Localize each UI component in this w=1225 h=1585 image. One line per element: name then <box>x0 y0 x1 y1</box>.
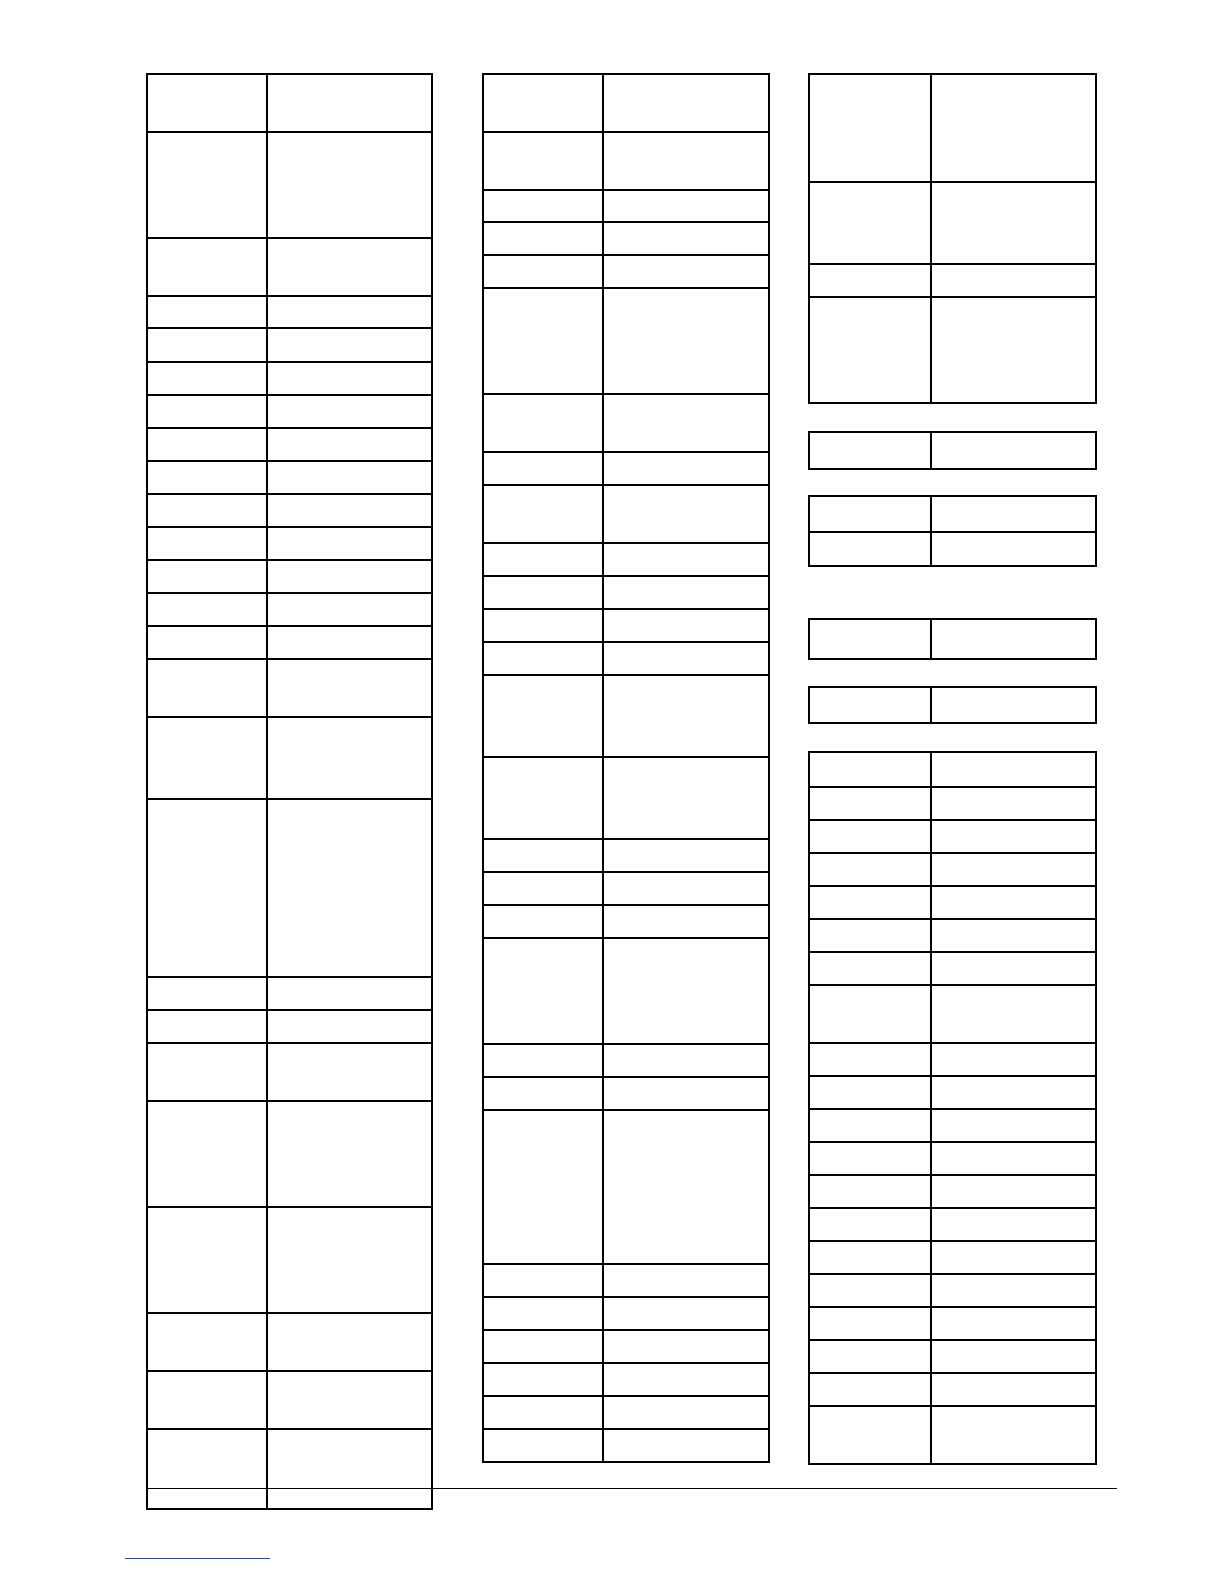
table-row <box>148 1009 431 1042</box>
table-cell-label <box>148 800 268 976</box>
table-cell-label <box>810 986 932 1042</box>
table-row <box>484 189 768 221</box>
table-row <box>484 1362 768 1395</box>
table-cell-value <box>932 533 1095 565</box>
table-cell-label <box>148 594 268 625</box>
table-cell-value <box>604 643 768 674</box>
table-cell-value <box>268 1208 431 1312</box>
table-row <box>810 620 1095 658</box>
table-cell-value <box>604 610 768 641</box>
table-column-3b <box>808 431 1097 470</box>
table-cell-value <box>604 1078 768 1109</box>
table-row <box>484 641 768 674</box>
table-column-1 <box>146 73 433 1510</box>
table-cell-label <box>484 133 604 189</box>
table-cell-value <box>268 594 431 625</box>
table-cell-value <box>932 183 1095 263</box>
table-row <box>148 427 431 460</box>
table-row <box>484 1296 768 1329</box>
table-cell-label <box>810 1209 932 1240</box>
table-row <box>148 327 431 361</box>
table-row <box>484 1428 768 1461</box>
table-row <box>810 918 1095 951</box>
table-cell-value <box>268 1011 431 1042</box>
table-row <box>484 756 768 838</box>
table-cell-value <box>604 289 768 393</box>
table-cell-label <box>484 1430 604 1461</box>
table-cell-label <box>148 297 268 327</box>
table-row <box>810 852 1095 885</box>
table-cell-value <box>932 1407 1095 1463</box>
table-row <box>810 819 1095 852</box>
table-cell-value <box>932 920 1095 951</box>
table-row <box>810 1240 1095 1273</box>
table-cell-label <box>810 1242 932 1273</box>
table-column-3d <box>808 618 1097 660</box>
table-cell-label <box>484 577 604 608</box>
table-cell-label <box>148 1102 268 1206</box>
table-cell-label <box>810 75 932 181</box>
table-row <box>484 904 768 937</box>
table-cell-value <box>932 1077 1095 1108</box>
table-cell-label <box>148 1208 268 1312</box>
table-row <box>484 1395 768 1428</box>
table-row <box>810 786 1095 819</box>
table-cell-value <box>932 1044 1095 1075</box>
table-cell-value <box>268 1314 431 1370</box>
table-cell-label <box>484 676 604 756</box>
table-cell-value <box>932 788 1095 819</box>
table-cell-value <box>268 363 431 394</box>
table-cell-value <box>604 1298 768 1329</box>
table-row <box>484 287 768 393</box>
table-cell-label <box>484 223 604 254</box>
table-row <box>484 838 768 871</box>
table-cell-label <box>148 978 268 1009</box>
table-cell-label <box>810 1341 932 1372</box>
table-cell-value <box>604 873 768 904</box>
table-cell-value <box>268 1372 431 1428</box>
table-cell-label <box>148 396 268 427</box>
table-cell-label <box>810 753 932 786</box>
table-cell-label <box>484 1045 604 1076</box>
table-row <box>810 984 1095 1042</box>
table-cell-value <box>932 620 1095 658</box>
table-cell-label <box>810 497 932 531</box>
table-cell-label <box>484 544 604 575</box>
table-row <box>810 885 1095 918</box>
table-cell-label <box>148 133 268 237</box>
table-row <box>484 1109 768 1263</box>
table-cell-label <box>810 920 932 951</box>
table-row <box>484 1076 768 1109</box>
table-cell-value <box>604 453 768 484</box>
table-cell-value <box>604 840 768 871</box>
table-cell-label <box>484 191 604 221</box>
table-row <box>810 1075 1095 1108</box>
table-cell-label <box>484 610 604 641</box>
table-cell-label <box>484 453 604 484</box>
table-cell-value <box>268 1430 431 1508</box>
table-row <box>484 393 768 451</box>
table-cell-label <box>810 854 932 885</box>
table-row <box>148 1042 431 1100</box>
table-cell-label <box>810 533 932 565</box>
table-cell-label <box>810 1275 932 1306</box>
footer-separator-rule <box>147 1488 1117 1489</box>
table-row <box>810 1042 1095 1075</box>
table-row <box>810 181 1095 263</box>
table-cell-label <box>484 486 604 542</box>
table-cell-label <box>148 75 268 131</box>
table-row <box>810 1405 1095 1463</box>
table-cell-value <box>932 1110 1095 1141</box>
table-cell-label <box>148 462 268 493</box>
table-row <box>148 559 431 592</box>
table-row <box>148 460 431 493</box>
table-cell-value <box>932 1209 1095 1240</box>
table-row <box>484 937 768 1043</box>
table-row <box>810 1372 1095 1405</box>
table-cell-value <box>604 906 768 937</box>
table-cell-value <box>268 528 431 559</box>
table-cell-label <box>810 1308 932 1339</box>
table-row <box>148 131 431 237</box>
table-row <box>484 451 768 484</box>
table-cell-label <box>148 561 268 592</box>
table-cell-label <box>810 183 932 263</box>
table-cell-value <box>268 660 431 716</box>
table-cell-value <box>604 1364 768 1395</box>
table-cell-value <box>932 887 1095 918</box>
table-row <box>148 798 431 976</box>
table-cell-value <box>268 133 431 237</box>
table-cell-label <box>148 627 268 658</box>
table-cell-value <box>268 75 431 131</box>
table-row <box>810 1141 1095 1174</box>
table-cell-label <box>810 688 932 722</box>
table-cell-label <box>484 939 604 1043</box>
table-cell-label <box>484 1265 604 1296</box>
table-cell-value <box>268 800 431 976</box>
table-row <box>810 688 1095 722</box>
table-cell-value <box>604 544 768 575</box>
table-cell-value <box>268 495 431 526</box>
table-cell-value <box>604 577 768 608</box>
table-cell-label <box>810 433 932 468</box>
table-row <box>148 1370 431 1428</box>
table-cell-label <box>148 528 268 559</box>
table-cell-label <box>484 873 604 904</box>
table-cell-value <box>932 1176 1095 1207</box>
table-row <box>148 625 431 658</box>
table-column-3f <box>808 751 1097 1465</box>
table-cell-label <box>484 289 604 393</box>
table-cell-label <box>810 1077 932 1108</box>
table-cell-label <box>148 363 268 394</box>
table-cell-label <box>810 1143 932 1174</box>
table-cell-value <box>604 75 768 131</box>
table-cell-value <box>604 395 768 451</box>
table-row <box>810 1273 1095 1306</box>
table-cell-label <box>810 265 932 296</box>
table-cell-value <box>268 297 431 327</box>
table-row <box>484 254 768 287</box>
table-cell-value <box>268 561 431 592</box>
table-cell-label <box>810 620 932 658</box>
table-column-2 <box>482 73 770 1463</box>
table-cell-label <box>148 495 268 526</box>
table-cell-label <box>484 1298 604 1329</box>
table-cell-value <box>268 978 431 1009</box>
table-row <box>810 753 1095 786</box>
table-cell-label <box>810 298 932 402</box>
table-cell-label <box>148 660 268 716</box>
table-row <box>810 497 1095 531</box>
table-row <box>484 542 768 575</box>
table-row <box>484 871 768 904</box>
table-cell-value <box>932 1275 1095 1306</box>
table-cell-label <box>484 906 604 937</box>
table-cell-value <box>932 497 1095 531</box>
table-cell-label <box>810 1044 932 1075</box>
table-cell-label <box>484 1111 604 1263</box>
table-cell-label <box>810 1176 932 1207</box>
table-cell-label <box>484 758 604 838</box>
table-cell-label <box>810 1374 932 1405</box>
table-cell-value <box>268 462 431 493</box>
table-row <box>148 592 431 625</box>
table-row <box>484 1043 768 1076</box>
table-cell-value <box>932 986 1095 1042</box>
table-cell-value <box>932 433 1095 468</box>
table-cell-label <box>810 1110 932 1141</box>
table-cell-value <box>268 429 431 460</box>
table-row <box>810 531 1095 565</box>
table-column-3e <box>808 686 1097 724</box>
table-cell-label <box>148 1430 268 1508</box>
table-cell-label <box>484 1078 604 1109</box>
table-cell-label <box>484 256 604 287</box>
table-row <box>810 296 1095 402</box>
table-cell-value <box>604 1111 768 1263</box>
table-cell-value <box>268 1044 431 1100</box>
table-row <box>148 295 431 327</box>
table-cell-value <box>932 688 1095 722</box>
table-row <box>484 1329 768 1362</box>
table-row <box>148 976 431 1009</box>
table-cell-label <box>484 1397 604 1428</box>
table-cell-value <box>604 1045 768 1076</box>
table-cell-value <box>604 256 768 287</box>
table-row <box>484 575 768 608</box>
table-cell-value <box>604 223 768 254</box>
table-cell-value <box>604 1397 768 1428</box>
table-cell-label <box>484 1364 604 1395</box>
table-row <box>148 361 431 394</box>
table-cell-value <box>268 718 431 798</box>
table-row <box>148 658 431 716</box>
table-row <box>484 1263 768 1296</box>
table-cell-value <box>604 1430 768 1461</box>
table-row <box>810 263 1095 296</box>
table-row <box>810 433 1095 468</box>
table-cell-label <box>810 953 932 984</box>
table-cell-label <box>148 1044 268 1100</box>
table-row <box>484 674 768 756</box>
table-row <box>810 75 1095 181</box>
table-cell-label <box>148 718 268 798</box>
table-row <box>810 951 1095 984</box>
footnote-link-rule <box>125 1558 270 1559</box>
table-row <box>484 484 768 542</box>
table-cell-value <box>604 1331 768 1362</box>
table-cell-label <box>484 395 604 451</box>
table-row <box>148 75 431 131</box>
table-cell-value <box>604 1265 768 1296</box>
table-cell-label <box>148 329 268 361</box>
table-cell-label <box>810 788 932 819</box>
table-cell-label <box>148 429 268 460</box>
table-column-3a <box>808 73 1097 404</box>
table-cell-label <box>810 887 932 918</box>
table-cell-value <box>932 1341 1095 1372</box>
table-row <box>810 1306 1095 1339</box>
table-cell-label <box>484 840 604 871</box>
table-row <box>810 1108 1095 1141</box>
table-cell-value <box>932 1374 1095 1405</box>
table-cell-value <box>932 854 1095 885</box>
table-cell-value <box>604 939 768 1043</box>
table-row <box>148 526 431 559</box>
table-row <box>148 493 431 526</box>
table-row <box>484 608 768 641</box>
table-cell-value <box>932 821 1095 852</box>
table-cell-value <box>932 265 1095 296</box>
table-row <box>148 237 431 295</box>
table-row <box>484 221 768 254</box>
table-row <box>148 1206 431 1312</box>
table-row <box>810 1339 1095 1372</box>
table-cell-value <box>932 953 1095 984</box>
table-cell-value <box>268 329 431 361</box>
table-cell-value <box>268 396 431 427</box>
table-row <box>148 1312 431 1370</box>
table-cell-value <box>932 753 1095 786</box>
table-cell-value <box>604 758 768 838</box>
table-cell-label <box>484 643 604 674</box>
table-cell-value <box>604 133 768 189</box>
table-row <box>484 131 768 189</box>
table-cell-value <box>932 1242 1095 1273</box>
table-row <box>810 1207 1095 1240</box>
table-cell-label <box>148 1372 268 1428</box>
table-column-3c <box>808 495 1097 567</box>
table-cell-label <box>484 75 604 131</box>
table-cell-label <box>810 821 932 852</box>
table-cell-value <box>604 486 768 542</box>
table-cell-value <box>268 1102 431 1206</box>
table-cell-value <box>932 1143 1095 1174</box>
table-row <box>148 716 431 798</box>
table-cell-label <box>148 239 268 295</box>
table-cell-label <box>148 1314 268 1370</box>
table-row <box>148 1100 431 1206</box>
table-cell-value <box>604 191 768 221</box>
table-cell-value <box>604 676 768 756</box>
table-cell-value <box>932 75 1095 181</box>
table-cell-value <box>932 298 1095 402</box>
table-cell-label <box>148 1011 268 1042</box>
table-cell-value <box>268 627 431 658</box>
table-cell-label <box>810 1407 932 1463</box>
table-row <box>148 394 431 427</box>
table-cell-value <box>932 1308 1095 1339</box>
table-row <box>484 75 768 131</box>
table-cell-value <box>268 239 431 295</box>
table-row <box>148 1428 431 1508</box>
table-cell-label <box>484 1331 604 1362</box>
table-row <box>810 1174 1095 1207</box>
